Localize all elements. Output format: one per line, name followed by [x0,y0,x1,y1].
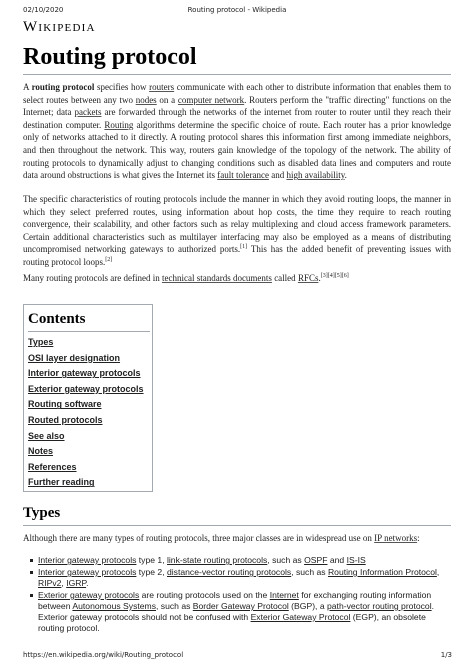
print-page-number: 1/3 [440,651,452,659]
wiki-link[interactable]: Border Gateway Protocol [192,601,289,611]
list-item [30,555,450,566]
wiki-link[interactable]: technical standards documents [161,273,272,283]
wikipedia-logo[interactable]: Wikipedia [23,19,96,35]
toc-item-types[interactable]: Types [28,337,54,347]
text-run: . [318,273,321,283]
citation-ref[interactable]: [1] [240,244,248,251]
wiki-link[interactable]: distance-vector routing protocols [166,567,292,577]
print-url: https://en.wikipedia.org/wiki/Routing_protocol [23,651,184,659]
text-run: The specific characteristics of routing protocols include the manner in which they avoid routing loops, the manner in which they select preferred routes, using information about hop costs, the time they require to reach routing convergence, their scalability, and other factors such as relay multiplexing and cloud access framework parameters. Certain additional characteristics such as multilayer interfacing may also be employed as a means of distributing uncompromised networking gateways to authorized ports. [23,194,451,255]
section-heading-types: Types [23,505,61,521]
wiki-link[interactable]: IP networks [374,533,418,543]
text-run: (EGP), an obsolete routing protocol. [38,612,426,633]
text-run: , such as [291,567,328,577]
wiki-link[interactable]: RFCs [297,273,319,283]
text-run: Although there are many types of routing protocols, three major classes are in widespread use on [23,533,375,543]
toc-title: Contents [28,311,86,327]
wiki-link[interactable]: Routing Information Protocol [327,567,437,577]
types-intro-paragraph [23,532,451,545]
text-run: and [327,555,347,565]
intro-paragraph-1 [23,81,451,182]
toc-item-interior-gateway-protocols[interactable]: Interior gateway protocols [28,368,141,379]
wiki-link[interactable]: path-vector routing protocol [327,601,432,611]
text-run: , such as [267,555,305,565]
text-run: communicate with each other to distribute information that enables them to select routes between any two [23,82,451,105]
toc-item-further-reading[interactable]: Further reading [28,477,95,488]
toc-item-notes[interactable]: Notes [28,446,54,457]
wiki-link[interactable]: Exterior Gateway Protocol [250,612,351,622]
text-run: A [23,82,32,92]
citation-ref[interactable]: [2] [105,256,113,263]
wiki-link[interactable]: nodes [135,94,157,105]
text-run: , such as [156,601,193,611]
text-run: : [417,533,420,543]
wiki-link[interactable]: IGRP [66,578,87,588]
text-run: . Routers perform the "traffic directing" functions on the Internet; data [23,94,451,118]
bold-term: routing protocol [31,82,95,92]
text-run: (BGP), a [288,601,327,611]
text-run: . [86,578,89,588]
wiki-link[interactable]: packets [74,107,102,118]
toc-item-see-also[interactable]: See also [28,430,65,441]
print-header [0,6,474,18]
print-page-title: Routing protocol - Wikipedia [187,6,287,14]
toc-item-osi-layer-designation[interactable]: OSI layer designation [28,352,121,363]
title-divider [23,74,451,75]
wiki-link[interactable]: Autonomous Systems [72,601,156,611]
text-run: and [268,170,287,181]
text-run: , [61,578,67,588]
text-run: type 2, [136,567,167,577]
intro-paragraph-2 [23,193,451,269]
wiki-link[interactable]: OSPF [304,555,328,565]
text-run: , [436,567,440,577]
text-run: specifies how [94,82,150,92]
list-item [30,567,450,589]
text-run: type 1, [136,555,167,565]
text-run: . [344,170,347,181]
table-of-contents [23,304,153,492]
toc-item-references[interactable]: References [28,461,77,472]
wiki-link[interactable]: link-state routing protocols [166,555,268,565]
page-title: Routing protocol [23,44,197,70]
wiki-link[interactable]: Interior gateway protocols [38,555,137,565]
wiki-link[interactable]: high availability [286,170,345,181]
wiki-link[interactable]: fault tolerance [217,170,269,181]
toc-item-routed-protocols[interactable]: Routed protocols [28,414,103,425]
toc-list [28,335,144,491]
wiki-link[interactable]: Exterior gateway protocols [38,590,140,600]
text-run: for exchanging routing information between [38,590,432,611]
text-run: on a [156,94,178,105]
wiki-link[interactable]: Interior gateway protocols [38,567,137,577]
toc-item-exterior-gateway-protocols[interactable]: Exterior gateway protocols [28,383,144,394]
text-run: algorithms determine the specific choice of route. Each router has a prior knowledge only of networks attached to it directly. A routing protocol shares this information first among immediate neighbors, and then throughout the network. This way, routers gain knowledge of the topology of the network. The ability of routing protocols to dynamically adjust to changing conditions such as disabled data lines and computers and route data around obstructions is what gives the Internet its [23,119,452,181]
print-footer [0,651,474,663]
intro-paragraph-3 [23,272,451,285]
text-run: . Exterior gateway protocols should not be confused with [38,601,435,622]
toc-item-routing-software[interactable]: Routing software [28,399,102,410]
text-run: are routing protocols used on the [139,590,270,600]
text-run: This has the added benefit of preventing issues with routing protocol loops. [23,244,452,267]
text-run: are forwarded through the networks of the internet from router to router until they reach their destination computer. [23,107,451,130]
wiki-link[interactable]: RIPv2 [38,578,62,588]
wiki-link[interactable]: routers [149,82,175,92]
types-list [30,555,450,635]
wiki-link[interactable]: Internet [269,590,299,600]
text-run: called [271,273,298,283]
wiki-link[interactable]: Routing [104,119,134,130]
toc-divider [28,331,150,332]
list-item [30,590,450,634]
text-run: Many routing protocols are defined in [23,273,162,283]
wiki-link[interactable]: computer network [177,94,245,105]
print-date: 02/10/2020 [23,6,64,14]
section-divider [23,525,451,526]
wiki-link[interactable]: IS-IS [346,555,366,565]
citation-ref[interactable]: [3][4][5][6] [320,273,349,279]
